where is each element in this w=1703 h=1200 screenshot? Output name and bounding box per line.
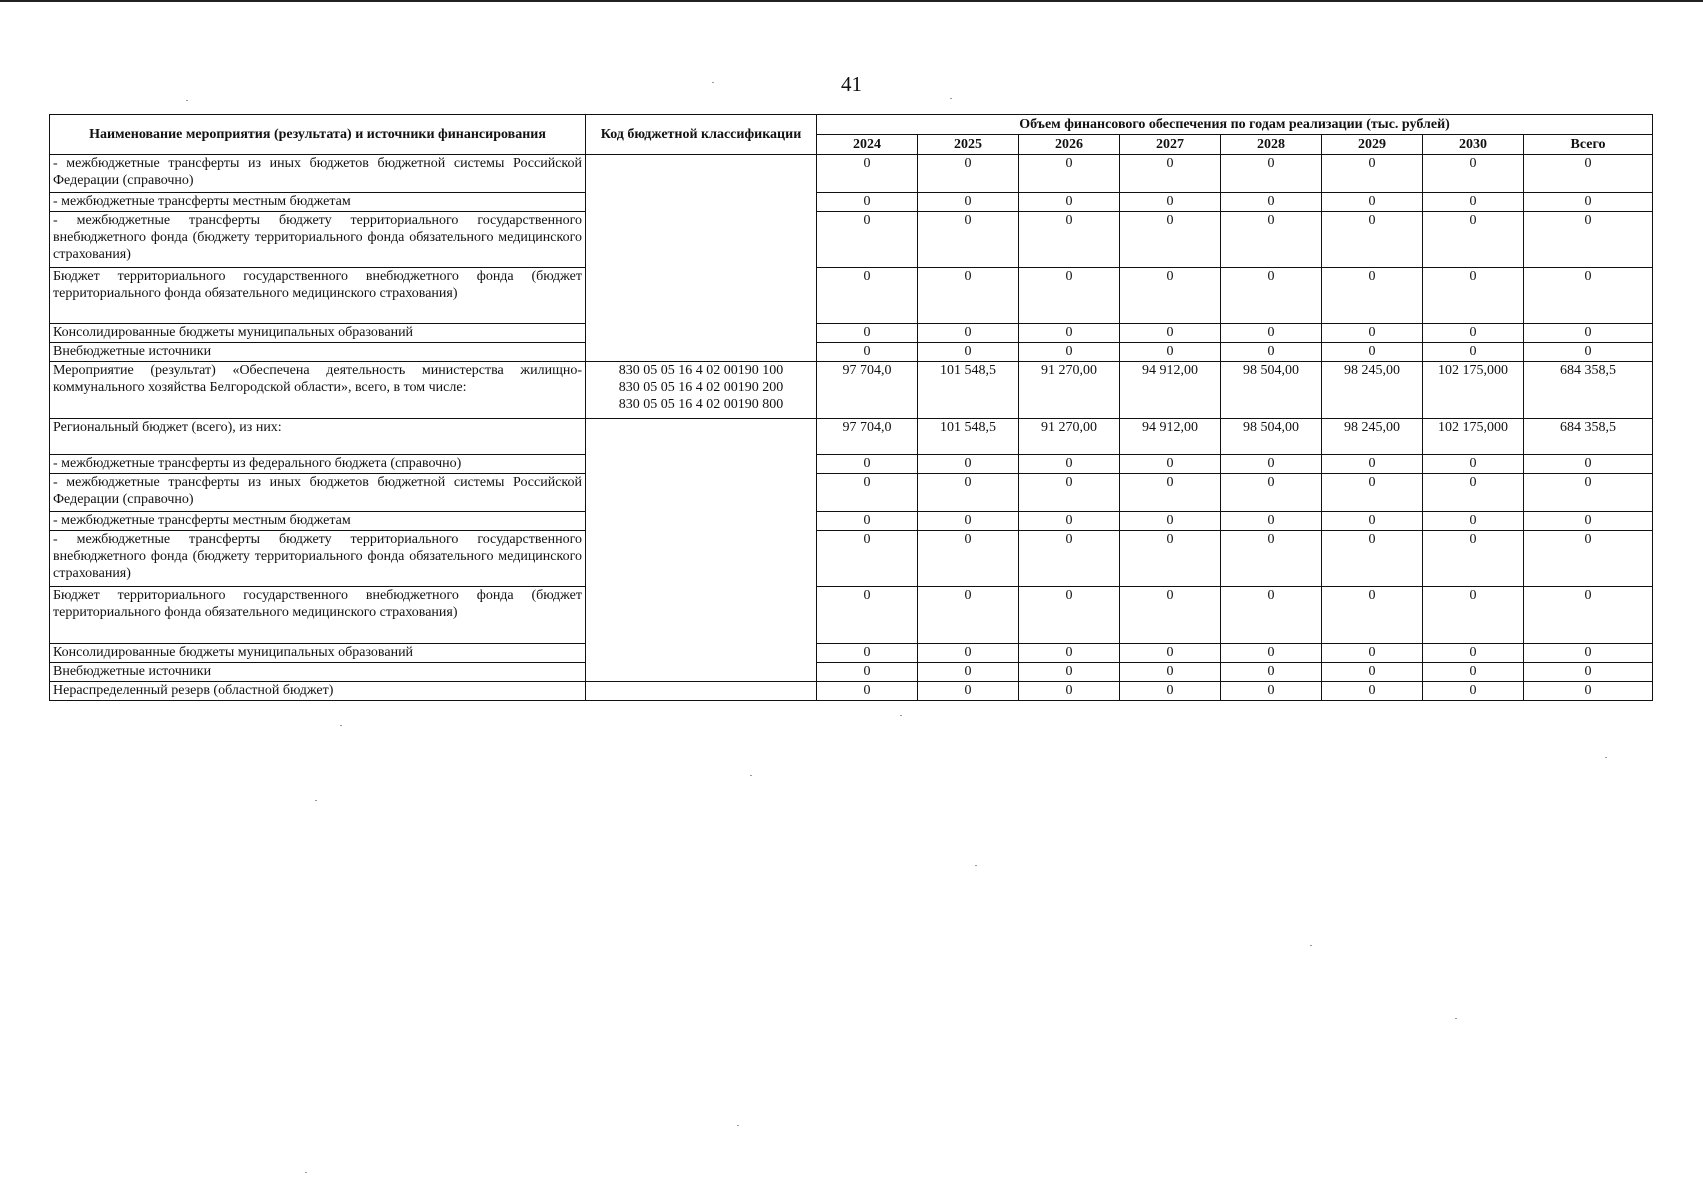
value-cell: 0 (817, 193, 918, 212)
value-cell: 0 (1221, 682, 1322, 701)
scan-speck (750, 775, 752, 776)
value-cell: 0 (1423, 212, 1524, 268)
scan-speck (340, 725, 342, 726)
page-number: 41 (841, 72, 862, 96)
header-year: 2029 (1322, 135, 1423, 155)
value-cell: 0 (1019, 644, 1120, 663)
value-cell: 0 (1221, 193, 1322, 212)
value-cell: 0 (1019, 193, 1120, 212)
header-volume: Объем финансового обеспечения по годам реализации (тыс. рублей) (817, 115, 1653, 135)
value-cell: 0 (1019, 343, 1120, 362)
value-cell: 0 (1019, 531, 1120, 587)
value-cell: 0 (1423, 512, 1524, 531)
value-cell: 0 (817, 268, 918, 324)
value-cell: 0 (1221, 455, 1322, 474)
value-cell: 0 (1120, 587, 1221, 644)
value-cell: 0 (1221, 512, 1322, 531)
value-cell: 0 (918, 512, 1019, 531)
value-cell: 0 (918, 682, 1019, 701)
value-cell: 0 (817, 474, 918, 512)
value-cell: 0 (817, 531, 918, 587)
value-cell: 0 (1221, 644, 1322, 663)
value-total: 0 (1524, 343, 1653, 362)
value-cell: 0 (1423, 193, 1524, 212)
value-cell: 0 (1120, 682, 1221, 701)
header-year: 2027 (1120, 135, 1221, 155)
value-total: 0 (1524, 268, 1653, 324)
row-name: Бюджет территориального государственного внебюджетного фонда (бюджет территориального фонда обязательного медицинского страхования) (50, 268, 586, 324)
value-cell: 0 (1322, 587, 1423, 644)
value-cell: 0 (1221, 324, 1322, 343)
row-name: - межбюджетные трансферты бюджету территориального государственного внебюджетного фонда (бюджету территориального фонда обязательного медицинского страхования) (50, 212, 586, 268)
value-cell: 0 (1322, 663, 1423, 682)
value-cell: 98 504,00 (1221, 362, 1322, 419)
value-cell: 0 (1120, 324, 1221, 343)
value-cell: 98 245,00 (1322, 419, 1423, 455)
value-cell: 0 (1019, 587, 1120, 644)
table-row (50, 268, 1653, 324)
top-border-line (0, 0, 1703, 2)
value-cell: 0 (817, 455, 918, 474)
value-cell: 0 (1120, 474, 1221, 512)
value-cell: 0 (1120, 531, 1221, 587)
budget-code: 830 05 05 16 4 02 00190 800 (618, 397, 784, 412)
value-cell: 0 (1221, 155, 1322, 193)
value-cell: 0 (1322, 644, 1423, 663)
row-name: - межбюджетные трансферты бюджету территориального государственного внебюджетного фонда (бюджету территориального фонда обязательного медицинского страхования) (50, 531, 586, 587)
value-cell: 0 (1120, 455, 1221, 474)
row-name: Консолидированные бюджеты муниципальных образований (50, 324, 586, 343)
value-cell: 0 (1221, 587, 1322, 644)
scan-speck (975, 865, 977, 866)
row-name: - межбюджетные трансферты из федерального бюджета (справочно) (50, 455, 586, 474)
value-cell: 94 912,00 (1120, 362, 1221, 419)
table-row (50, 474, 1653, 512)
value-cell: 0 (1322, 324, 1423, 343)
value-cell: 0 (1423, 343, 1524, 362)
value-cell: 0 (1221, 268, 1322, 324)
value-cell: 0 (1120, 212, 1221, 268)
value-cell: 0 (1221, 663, 1322, 682)
value-cell: 0 (1019, 682, 1120, 701)
table-row (50, 212, 1653, 268)
value-cell: 97 704,0 (817, 362, 918, 419)
value-cell: 0 (817, 644, 918, 663)
table-row (50, 587, 1653, 644)
value-total: 684 358,5 (1524, 362, 1653, 419)
value-cell: 0 (1423, 663, 1524, 682)
scan-speck (1310, 945, 1312, 946)
value-total: 0 (1524, 587, 1653, 644)
scan-speck (315, 800, 317, 801)
value-cell: 0 (817, 343, 918, 362)
value-cell: 97 704,0 (817, 419, 918, 455)
value-cell: 0 (1423, 268, 1524, 324)
value-total: 0 (1524, 474, 1653, 512)
value-cell: 0 (918, 268, 1019, 324)
value-cell: 0 (1423, 531, 1524, 587)
scan-speck (712, 82, 714, 83)
scan-speck (1605, 757, 1607, 758)
value-cell: 0 (1221, 212, 1322, 268)
value-total: 0 (1524, 324, 1653, 343)
value-cell: 0 (1019, 663, 1120, 682)
value-total: 0 (1524, 155, 1653, 193)
value-cell: 0 (1019, 324, 1120, 343)
value-cell: 0 (1423, 324, 1524, 343)
value-total: 0 (1524, 531, 1653, 587)
table-row (50, 324, 1653, 343)
value-cell: 0 (817, 682, 918, 701)
value-total: 0 (1524, 455, 1653, 474)
value-cell: 0 (1322, 474, 1423, 512)
table-row (50, 343, 1653, 362)
value-cell: 0 (1423, 644, 1524, 663)
budget-code: 830 05 05 16 4 02 00190 100 (618, 363, 784, 378)
scan-speck (1455, 1018, 1457, 1019)
value-total: 0 (1524, 212, 1653, 268)
table-row (50, 682, 1653, 701)
value-cell: 0 (1221, 474, 1322, 512)
value-cell: 102 175,000 (1423, 362, 1524, 419)
value-cell: 0 (1322, 512, 1423, 531)
value-cell: 0 (1019, 268, 1120, 324)
header-year: 2024 (817, 135, 918, 155)
value-cell: 0 (1322, 155, 1423, 193)
header-code: Код бюджетной классификации (586, 115, 817, 155)
value-cell: 0 (1120, 268, 1221, 324)
value-cell: 0 (1019, 474, 1120, 512)
value-cell: 0 (918, 644, 1019, 663)
value-total: 684 358,5 (1524, 419, 1653, 455)
value-cell: 98 504,00 (1221, 419, 1322, 455)
row-name: - межбюджетные трансферты из иных бюджетов бюджетной системы Российской Федерации (справочно) (50, 474, 586, 512)
row-name: Внебюджетные источники (50, 343, 586, 362)
table-row (50, 644, 1653, 663)
scan-speck (737, 1125, 739, 1126)
value-cell: 0 (1120, 193, 1221, 212)
header-year: 2026 (1019, 135, 1120, 155)
value-cell: 0 (817, 587, 918, 644)
value-cell: 0 (918, 474, 1019, 512)
value-cell: 0 (918, 212, 1019, 268)
table-row (50, 362, 1653, 419)
budget-code-cell (586, 419, 817, 682)
value-cell: 0 (1423, 155, 1524, 193)
value-total: 0 (1524, 193, 1653, 212)
row-name: Нераспределенный резерв (областной бюджет) (50, 682, 586, 701)
scan-speck (186, 100, 188, 101)
value-cell: 0 (1019, 455, 1120, 474)
header-year: 2028 (1221, 135, 1322, 155)
value-cell: 0 (1019, 512, 1120, 531)
table-row (50, 455, 1653, 474)
value-total: 0 (1524, 512, 1653, 531)
budget-code-cell (586, 362, 817, 419)
value-cell: 0 (918, 663, 1019, 682)
value-cell: 0 (918, 531, 1019, 587)
value-cell: 101 548,5 (918, 419, 1019, 455)
row-name: Консолидированные бюджеты муниципальных образований (50, 644, 586, 663)
header-year: 2030 (1423, 135, 1524, 155)
value-cell: 0 (918, 455, 1019, 474)
value-cell: 0 (1322, 193, 1423, 212)
value-total: 0 (1524, 644, 1653, 663)
value-cell: 0 (1120, 343, 1221, 362)
header-total: Всего (1524, 135, 1653, 155)
value-cell: 91 270,00 (1019, 419, 1120, 455)
value-cell: 0 (1322, 212, 1423, 268)
value-cell: 0 (1221, 343, 1322, 362)
table-body (50, 155, 1653, 701)
value-cell: 0 (918, 587, 1019, 644)
value-cell: 101 548,5 (918, 362, 1019, 419)
budget-code-cell (586, 155, 817, 362)
value-cell: 0 (1322, 343, 1423, 362)
scan-speck (950, 98, 952, 99)
budget-table (49, 114, 1653, 701)
value-cell: 0 (1019, 212, 1120, 268)
budget-code: 830 05 05 16 4 02 00190 200 (618, 380, 784, 395)
value-cell: 0 (918, 343, 1019, 362)
value-cell: 0 (1120, 644, 1221, 663)
value-cell: 0 (1423, 682, 1524, 701)
header-row-1 (50, 115, 1653, 135)
value-total: 0 (1524, 663, 1653, 682)
row-name: - межбюджетные трансферты местным бюджетам (50, 193, 586, 212)
value-total: 0 (1524, 682, 1653, 701)
value-cell: 0 (817, 324, 918, 343)
value-cell: 102 175,000 (1423, 419, 1524, 455)
table-row (50, 419, 1653, 455)
value-cell: 0 (918, 324, 1019, 343)
table-row (50, 193, 1653, 212)
value-cell: 0 (1322, 682, 1423, 701)
header-year: 2025 (918, 135, 1019, 155)
value-cell: 0 (1322, 531, 1423, 587)
value-cell: 0 (918, 155, 1019, 193)
value-cell: 0 (1423, 455, 1524, 474)
row-name: Региональный бюджет (всего), из них: (50, 419, 586, 455)
value-cell: 0 (1120, 155, 1221, 193)
value-cell: 91 270,00 (1019, 362, 1120, 419)
table-row (50, 155, 1653, 193)
row-name: Бюджет территориального государственного внебюджетного фонда (бюджет территориального фонда обязательного медицинского страхования) (50, 587, 586, 644)
scan-speck (305, 1172, 307, 1173)
table-row (50, 531, 1653, 587)
row-name: Внебюджетные источники (50, 663, 586, 682)
value-cell: 94 912,00 (1120, 419, 1221, 455)
value-cell: 0 (817, 512, 918, 531)
value-cell: 0 (817, 663, 918, 682)
value-cell: 0 (1423, 474, 1524, 512)
row-name: - межбюджетные трансферты из иных бюджетов бюджетной системы Российской Федерации (справочно) (50, 155, 586, 193)
row-name: - межбюджетные трансферты местным бюджетам (50, 512, 586, 531)
value-cell: 0 (1423, 587, 1524, 644)
table-row (50, 512, 1653, 531)
table-row (50, 663, 1653, 682)
value-cell: 0 (1019, 155, 1120, 193)
value-cell: 0 (918, 193, 1019, 212)
value-cell: 98 245,00 (1322, 362, 1423, 419)
scan-speck (900, 715, 902, 716)
value-cell: 0 (817, 155, 918, 193)
value-cell: 0 (817, 212, 918, 268)
row-name: Мероприятие (результат) «Обеспечена деятельность министерства жилищно-коммунального хозяйства Белгородской области», всего, в том числе: (50, 362, 586, 419)
value-cell: 0 (1322, 455, 1423, 474)
value-cell: 0 (1120, 512, 1221, 531)
value-cell: 0 (1221, 531, 1322, 587)
header-name: Наименование мероприятия (результата) и источники финансирования (50, 115, 586, 155)
value-cell: 0 (1120, 663, 1221, 682)
budget-code-cell (586, 682, 817, 701)
value-cell: 0 (1322, 268, 1423, 324)
